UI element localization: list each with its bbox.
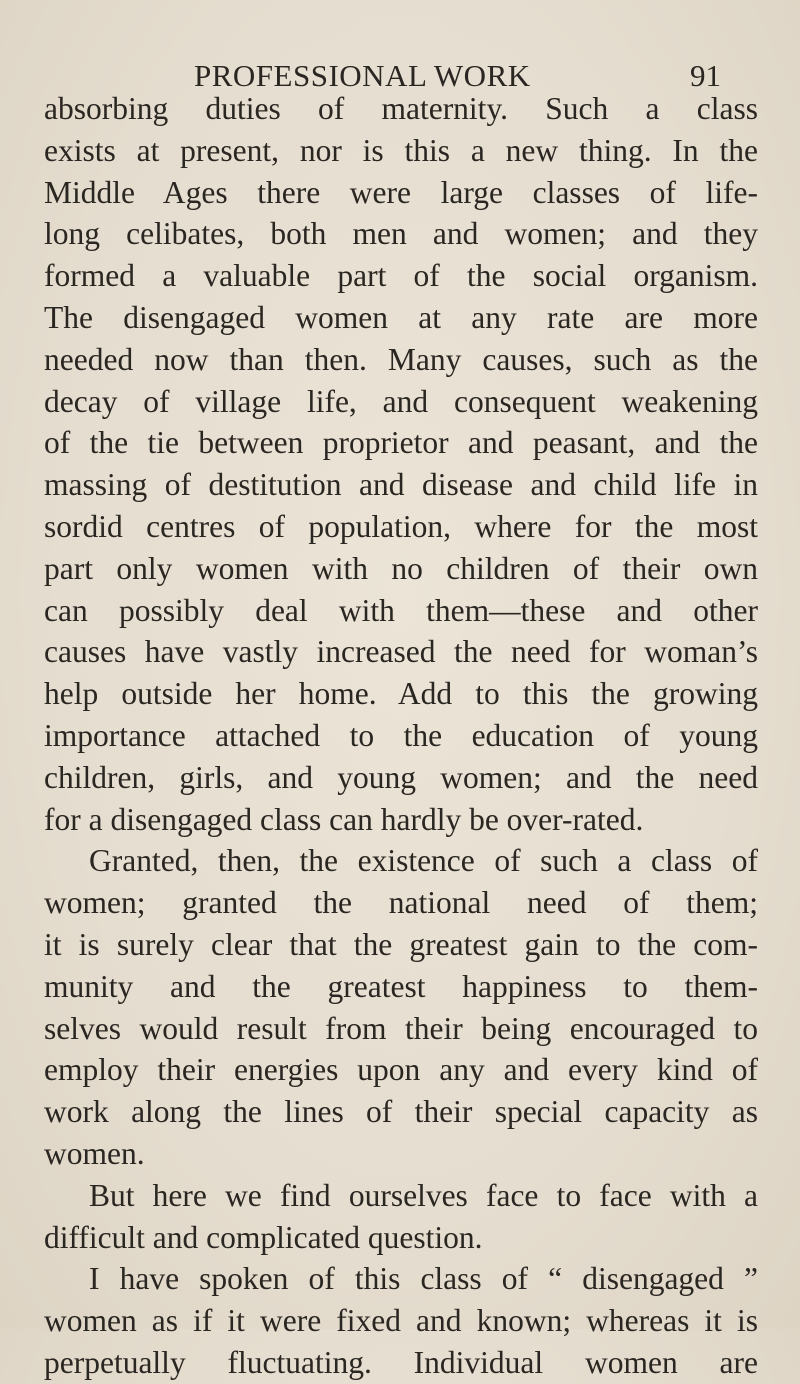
page-number: 91 — [690, 58, 721, 93]
paragraph-end-line: difficult and complicated question. — [44, 1219, 483, 1255]
text-line: exists at present, nor is this a new thing. In the — [44, 132, 758, 168]
text-line: employ their energies upon any and every kind of — [44, 1052, 758, 1088]
text-line: women; granted the national need of them; — [44, 885, 758, 921]
text-line: importance attached to the education of young — [44, 717, 758, 753]
text-line: it is surely clear that the greatest gain to the com- — [44, 926, 758, 962]
paragraph-start-line: But here we find ourselves face to face with a — [89, 1177, 758, 1213]
running-head-title: PROFESSIONAL WORK — [194, 58, 531, 93]
text-line: munity and the greatest happiness to them- — [44, 968, 758, 1004]
text-line: work along the lines of their special capacity as — [44, 1094, 758, 1130]
text-line: Middle Ages there were large classes of life- — [44, 174, 758, 210]
text-line: of the tie between proprietor and peasant, and the — [44, 425, 758, 461]
text-line: formed a valuable part of the social organism. — [44, 258, 758, 294]
text-line: children, girls, and young women; and the need — [44, 759, 758, 795]
text-line: sordid centres of population, where for the most — [44, 508, 758, 544]
paragraph-end-line: women. — [44, 1135, 145, 1171]
paragraph-start-line: Granted, then, the existence of such a class of — [89, 843, 758, 879]
paragraph-start-line: I have spoken of this class of “ disengaged ” — [89, 1261, 758, 1297]
body-text — [44, 88, 758, 1384]
text-line: long celibates, both men and women; and they — [44, 216, 758, 252]
text-line: can possibly deal with them—these and other — [44, 592, 758, 628]
text-line: absorbing duties of maternity. Such a class — [44, 91, 758, 126]
text-line: decay of village life, and consequent weakening — [44, 383, 758, 419]
text-line: part only women with no children of their own — [44, 550, 758, 586]
text-line: causes have vastly increased the need for woman’s — [44, 634, 758, 670]
text-line: selves would result from their being encouraged to — [44, 1010, 758, 1046]
text-line: The disengaged women at any rate are more — [44, 299, 758, 335]
text-line: help outside her home. Add to this the growing — [44, 676, 758, 712]
text-line: massing of destitution and disease and child life in — [44, 467, 758, 503]
text-line: needed now than then. Many causes, such as the — [44, 341, 758, 377]
text-line: women as if it were fixed and known; whereas it is — [44, 1303, 758, 1339]
text-line: perpetually fluctuating. Individual women are — [44, 1344, 758, 1380]
paragraph-end-line: for a disengaged class can hardly be over-rated. — [44, 801, 644, 837]
